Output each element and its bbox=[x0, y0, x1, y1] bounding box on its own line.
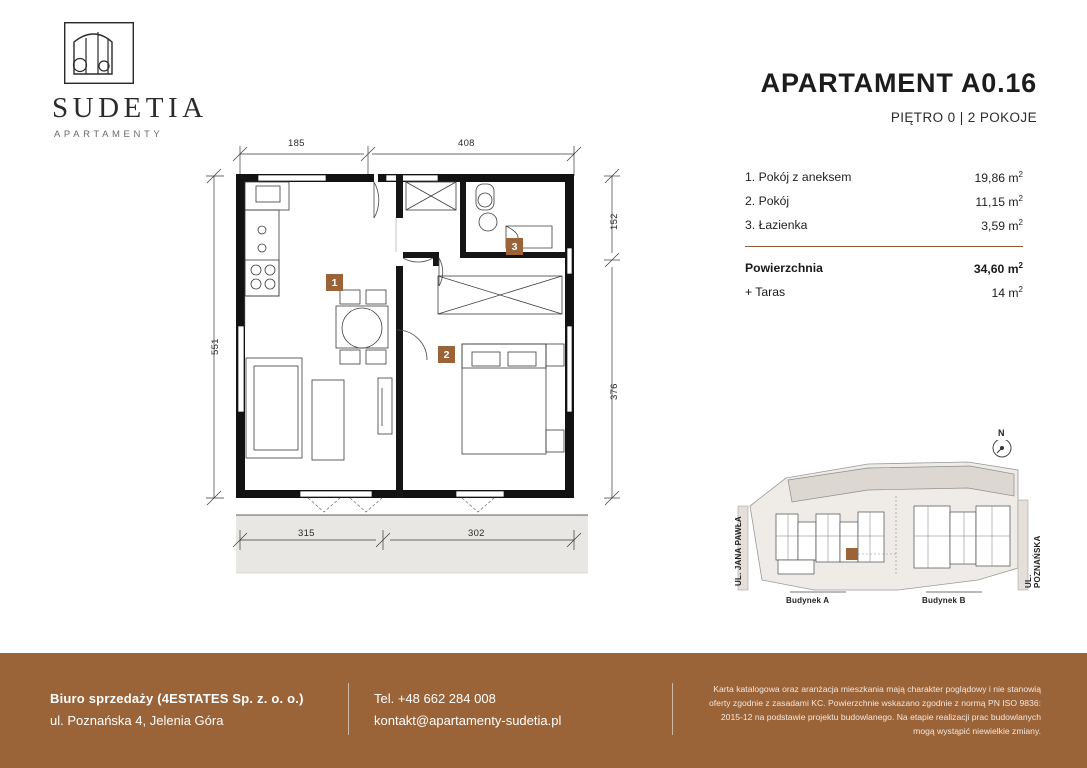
dim-top-left: 185 bbox=[288, 138, 305, 149]
room-marker-3: 3 bbox=[506, 238, 523, 255]
room-area: 11,15 m bbox=[975, 195, 1019, 210]
dim-bottom-left: 315 bbox=[298, 528, 315, 539]
brand-logo bbox=[50, 22, 260, 140]
dim-bottom-right: 302 bbox=[468, 528, 485, 539]
footer-divider-2 bbox=[672, 683, 673, 735]
dim-right-top: 152 bbox=[609, 213, 620, 230]
contact-block bbox=[374, 691, 561, 728]
dim-top-right: 408 bbox=[458, 138, 475, 149]
room-index: 3. bbox=[745, 218, 756, 233]
room-marker-2: 2 bbox=[438, 346, 455, 363]
room-area: 3,59 m bbox=[981, 219, 1019, 234]
apartment-floor-rooms: PIĘTRO 0 | 2 POKOJE bbox=[890, 110, 1037, 125]
page-title bbox=[557, 68, 1037, 125]
contact-email[interactable]: kontakt@apartamenty-sudetia.pl bbox=[374, 713, 562, 728]
floor-plan bbox=[200, 130, 630, 600]
room-area: 19,86 m bbox=[974, 171, 1019, 186]
brand-name: SUDETIA bbox=[52, 92, 208, 124]
floor-plan-drawing bbox=[200, 130, 630, 600]
apartment-title: APARTAMENT A0.16 bbox=[760, 68, 1037, 98]
room-marker-1: 1 bbox=[326, 274, 343, 291]
dim-right-bottom: 376 bbox=[609, 383, 620, 400]
terrace-area-row: + Taras 14 $m^2$ bbox=[745, 285, 1023, 301]
building-a-label: Budynek A bbox=[786, 596, 830, 605]
site-map-drawing bbox=[718, 440, 1038, 620]
street-left-label: UL. JANA PAWŁA bbox=[734, 516, 743, 586]
room-label: Pokój bbox=[758, 194, 790, 209]
legal-disclaimer: Karta katalogowa oraz aranżacja mieszkania mają charakter poglądowy i nie stanowią oferty zgodnie z zasadami KC. Powierzchnie wskazano zgodnie z normą PN ISO 9836: 2015-12 na podstawie projektu budowlanego. Na etapie realizacji prac budowlanych mogą wystąpić niewielkie zmiany. bbox=[709, 684, 1041, 736]
divider bbox=[745, 246, 1023, 247]
room-index: 2. bbox=[745, 194, 756, 209]
footer bbox=[0, 653, 1087, 768]
total-area-value: 34,60 m bbox=[973, 262, 1019, 277]
street-right-label: UL. POZNAŃSKA bbox=[1024, 535, 1042, 588]
site-map bbox=[718, 428, 1042, 620]
brand-subtitle: APARTAMENTY bbox=[54, 129, 164, 140]
total-area-row: Powierzchnia 34,60 $m^2$ bbox=[745, 261, 1023, 277]
sales-office-block bbox=[50, 691, 304, 728]
terrace-area-value: 14 m bbox=[991, 286, 1019, 301]
dim-left: 551 bbox=[210, 338, 221, 355]
north-label: N bbox=[998, 428, 1005, 438]
total-area-label: Powierzchnia bbox=[745, 261, 823, 276]
terrace-area-label: + Taras bbox=[745, 285, 786, 300]
room-label: Łazienka bbox=[758, 218, 808, 233]
table-row: 1. Pokój z aneksem 19,86 $m^2$ bbox=[745, 170, 1023, 186]
room-label: Pokój z aneksem bbox=[758, 170, 852, 184]
building-logo-icon bbox=[64, 22, 134, 84]
room-index: 1. bbox=[745, 170, 756, 184]
room-area-table bbox=[745, 170, 1023, 309]
footer-divider-1 bbox=[348, 683, 349, 735]
sales-office-name: Biuro sprzedaży (4ESTATES Sp. z. o. o.) bbox=[50, 691, 304, 706]
sales-office-address: ul. Poznańska 4, Jelenia Góra bbox=[50, 713, 224, 728]
building-b-label: Budynek B bbox=[922, 596, 966, 605]
table-row: 2. Pokój 11,15 $m^2$ bbox=[745, 194, 1023, 210]
contact-phone[interactable]: Tel. +48 662 284 008 bbox=[374, 691, 496, 706]
table-row: 3. Łazienka 3,59 $m^2$ bbox=[745, 218, 1023, 234]
